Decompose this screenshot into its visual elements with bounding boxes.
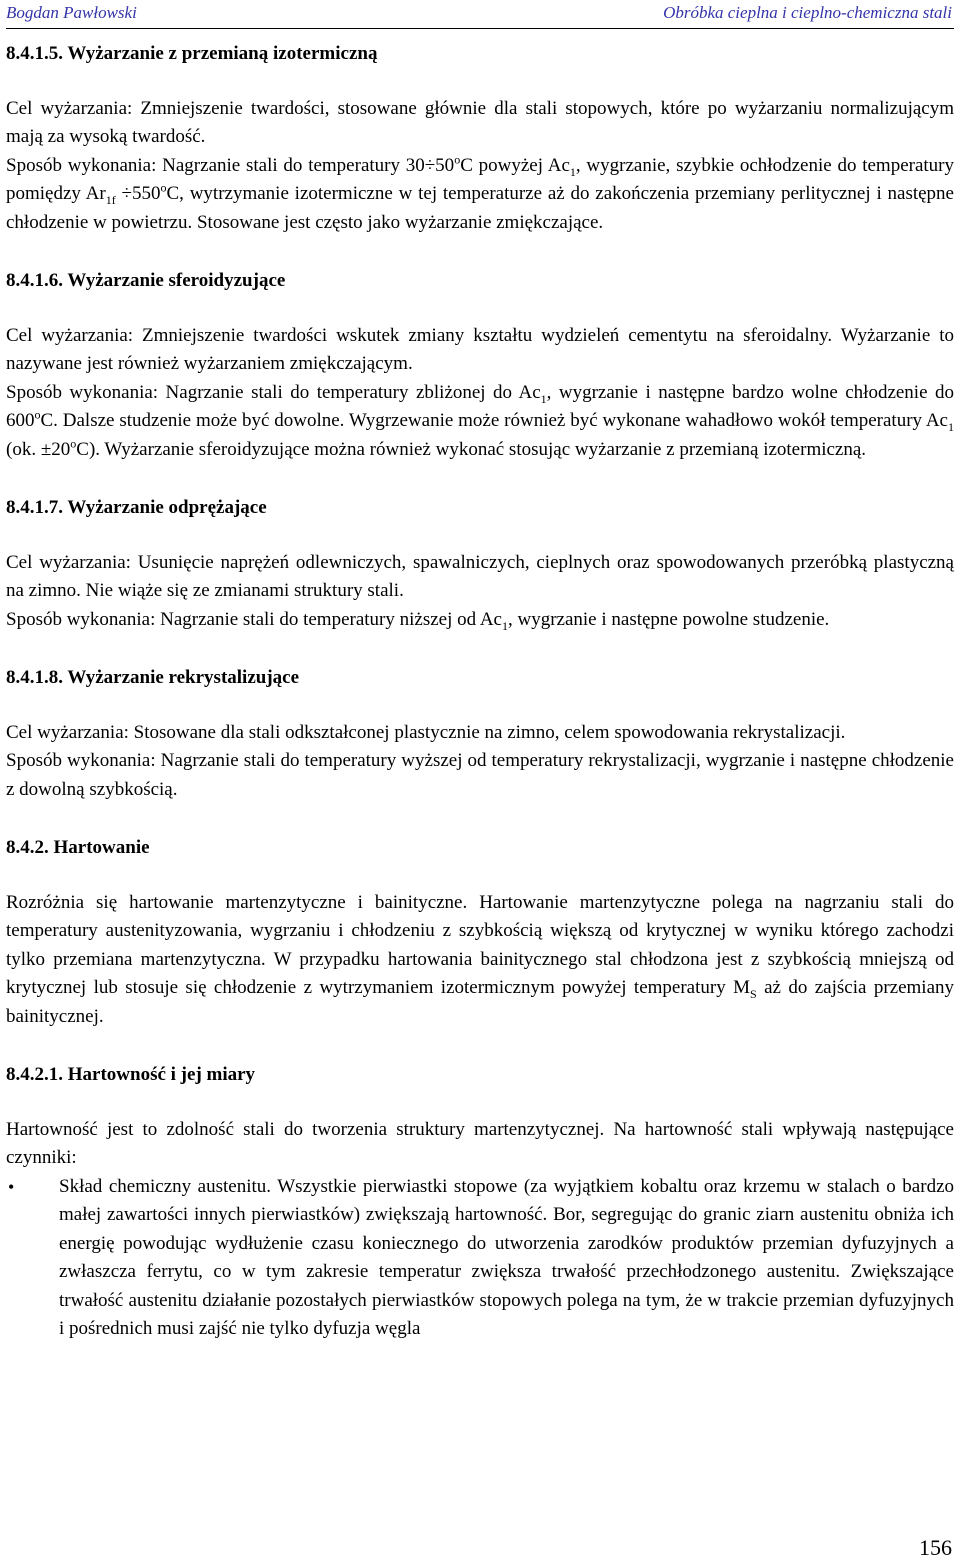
paragraph-goal: Cel wyżarzania: Zmniejszenie twardości, stosowane głównie dla stali stopowych, które po wyżarzaniu normalizującym mają za wysoką twardość. <box>6 97 954 147</box>
section-heading: 8.4.1.8. Wyżarzanie rekrystalizujące <box>6 667 300 688</box>
page-number: 156 <box>919 1535 952 1560</box>
factor-list <box>6 1173 954 1344</box>
paragraph-goal: Cel wyżarzania: Zmniejszenie twardości wskutek zmiany kształtu wydzieleń cementytu na sferoidalny. Wyżarzanie to nazywane jest również wyżarzaniem zmiękczającym. <box>6 324 954 374</box>
section-heading: 8.4.1.6. Wyżarzanie sferoidyzujące <box>6 270 286 291</box>
section-heading: 8.4.1.7. Wyżarzanie odprężające <box>6 497 267 518</box>
paragraph-method: Sposób wykonania: Nagrzanie stali do temperatury wyższej od temperatury rekrystalizacji, wygrzanie i następne chłodzenie z dowolną szybkością. <box>6 750 954 800</box>
page-body <box>6 40 954 1344</box>
paragraph-intro: Hartowność jest to zdolność stali do tworzenia struktury martenzytycznej. Na hartowność stali wpływają następujące czynniki: <box>6 1118 954 1168</box>
paragraph-goal: Cel wyżarzania: Stosowane dla stali odkształconej plastycznie na zimno, celem spowodowania rekrystalizacji. <box>6 721 846 743</box>
header-author: Bogdan Pawłowski <box>6 3 137 22</box>
paragraph-method: Sposób wykonania: Nagrzanie stali do temperatury $30\div 50^oC$ powyżej $Ac_1$, wygrzanie, szybkie ochłodzenie do temperatury pomiędzy $Ar_{1f} \div 550^oC$, wytrzymanie izotermiczne w tej temperaturze aż do zakończenia przemiany perlitycznej i następne chłodzenie w powietrzu. Stosowane jest często jako wyżarzanie zmiękczające. <box>6 152 955 233</box>
paragraph-method: Sposób wykonania: Nagrzanie stali do temperatury zbliżonej do $Ac_1$, wygrzanie i następne bardzo wolne chłodzenie do 600$^o$C. Dalsze studzenie może być dowolne. Wygrzewanie może również być wykonane wahadłowo wokół temperatury $Ac_1$ (ok. $\pm 20^oC$). Wyżarzanie sferoidyzujące można również wykonać stosując wyżarzanie z przemianą izotermiczną. <box>6 381 954 460</box>
running-header <box>6 0 954 30</box>
paragraph-method: Sposób wykonania: Nagrzanie stali do temperatury niższej od $Ac_1$, wygrzanie i następne powolne studzenie. <box>6 608 830 633</box>
bullet-icon: • <box>8 1176 15 1197</box>
section-heading: 8.4.1.5. Wyżarzanie z przemianą izotermiczną <box>6 43 378 64</box>
section-heading: 8.4.2. Hartowanie <box>6 837 150 858</box>
header-title: Obróbka cieplna i cieplno-chemiczna stali <box>663 3 952 22</box>
section-heading: 8.4.2.1. Hartowność i jej miary <box>6 1064 256 1085</box>
paragraph-goal: Cel wyżarzania: Usunięcie naprężeń odlewniczych, spawalniczych, cieplnych oraz spowodowanych przeróbką plastyczną na zimno. Nie wiąże się ze zmianami struktury stali. <box>6 551 954 601</box>
paragraph-body: Rozróżnia się hartowanie martenzytyczne i bainityczne. Hartowanie martenzytyczne polega na nagrzaniu stali do temperatury austenityzowania, wygrzaniu i chłodzeniu z szybkością większą od krytycznej w wyniku którego zachodzi tylko przemiana martenzytyczna. W przypadku hartowania bainitycznego stal chłodzona jest z szybkością mniejszą od krytycznej lub stosuje się chłodzenie z wytrzymaniem izotermicznym powyżej temperatury $M_S$ aż do zajścia przemiany bainitycznej. <box>6 891 955 1027</box>
header-rule <box>6 28 954 29</box>
list-item: • Skład chemiczny austenitu. Wszystkie pierwiastki stopowe (za wyjątkiem kobaltu oraz krzemu w stalach o bardzo małej zawartości innych pierwiastków) zwiększają hartowność. Bor, segregując do granic ziarn austenitu obniża ich energię powodując wydłużenie czasu koniecznego do utworzenia zarodków produktów przemian dyfuzyjnych a zwłaszcza ferrytu, co w tym zakresie temperatur zwiększa trwałość przechłodzonego austenitu. Zwiększające trwałość austenitu działanie pozostałych pierwiastków stopowych polega na tym, że w trakcie przemian dyfuzyjnych i pośrednich musi zajść nie tylko dyfuzja węgla <box>6 1173 954 1344</box>
